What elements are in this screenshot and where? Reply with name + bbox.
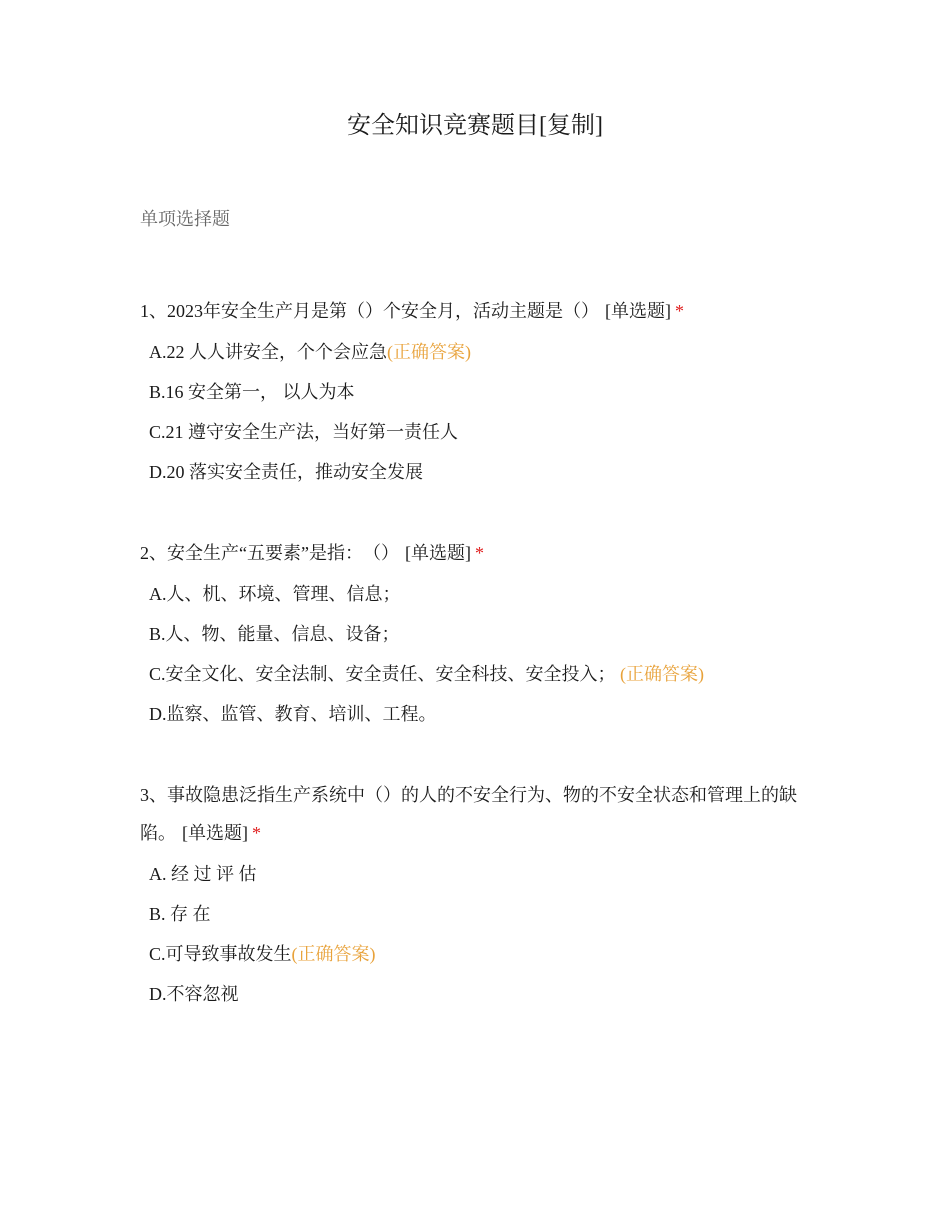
question-type: [单选题] (605, 301, 671, 321)
option-d[interactable] (140, 452, 820, 492)
page-title: 安全知识竞赛题目[复制] (347, 113, 603, 139)
option-text: D.监察、监管、教育、培训、工程。 (149, 704, 437, 724)
option-text: A.人、机、环境、管理、信息； (149, 584, 401, 604)
option-text: D.不容忽视 (149, 984, 239, 1004)
option-c[interactable] (140, 412, 820, 452)
question-1 (140, 292, 820, 492)
option-text: D.20 落实安全责任，推动安全发展 (149, 462, 423, 482)
required-mark: * (474, 543, 484, 563)
option-text: A.22 人人讲安全，个个会应急 (149, 342, 387, 362)
question-3 (140, 776, 820, 1014)
option-list (140, 854, 820, 1014)
option-a[interactable] (140, 332, 820, 372)
option-text: B.16 安全第一， 以人为本 (149, 382, 355, 402)
option-d[interactable] (140, 694, 820, 734)
correct-answer-tag: (正确答案) (620, 664, 705, 684)
option-a[interactable] (140, 854, 820, 894)
question-text: 2、安全生产“五要素”是指： （） (140, 543, 399, 563)
option-list (140, 574, 820, 734)
question-stem (140, 534, 820, 572)
option-text: A. 经 过 评 估 (149, 864, 257, 884)
option-d[interactable] (140, 974, 820, 1014)
required-mark: * (252, 823, 261, 843)
option-text: B. 存 在 (149, 904, 211, 924)
question-text: 3、事故隐患泛指生产系统中（）的人的不安全行为、物的不安全状态和管理上的缺陷。 (140, 785, 797, 843)
option-b[interactable] (140, 894, 820, 934)
correct-answer-tag: (正确答案) (387, 342, 471, 362)
option-text: C.21 遵守安全生产法，当好第一责任人 (149, 422, 459, 442)
option-list (140, 332, 820, 492)
question-stem (140, 292, 820, 330)
option-text: B.人、物、能量、信息、设备； (149, 624, 400, 644)
section-title: 单项选择题 (140, 209, 230, 230)
option-text: C.安全文化、安全法制、安全责任、安全科技、安全投入； (149, 664, 621, 684)
question-2 (140, 534, 820, 734)
option-b[interactable] (140, 372, 820, 412)
option-a[interactable] (140, 574, 820, 614)
question-text: 1、2023年安全生产月是第（）个安全月，活动主题是（） (140, 301, 599, 321)
correct-answer-tag: (正确答案) (291, 944, 376, 964)
option-c[interactable] (140, 654, 820, 694)
option-b[interactable] (140, 614, 820, 654)
option-text: C.可导致事故发生 (149, 944, 292, 964)
question-type: [单选题] (182, 823, 248, 843)
option-c[interactable] (140, 934, 820, 974)
required-mark: * (675, 301, 684, 321)
question-type: [单选题] (404, 543, 471, 563)
question-stem (140, 776, 820, 852)
